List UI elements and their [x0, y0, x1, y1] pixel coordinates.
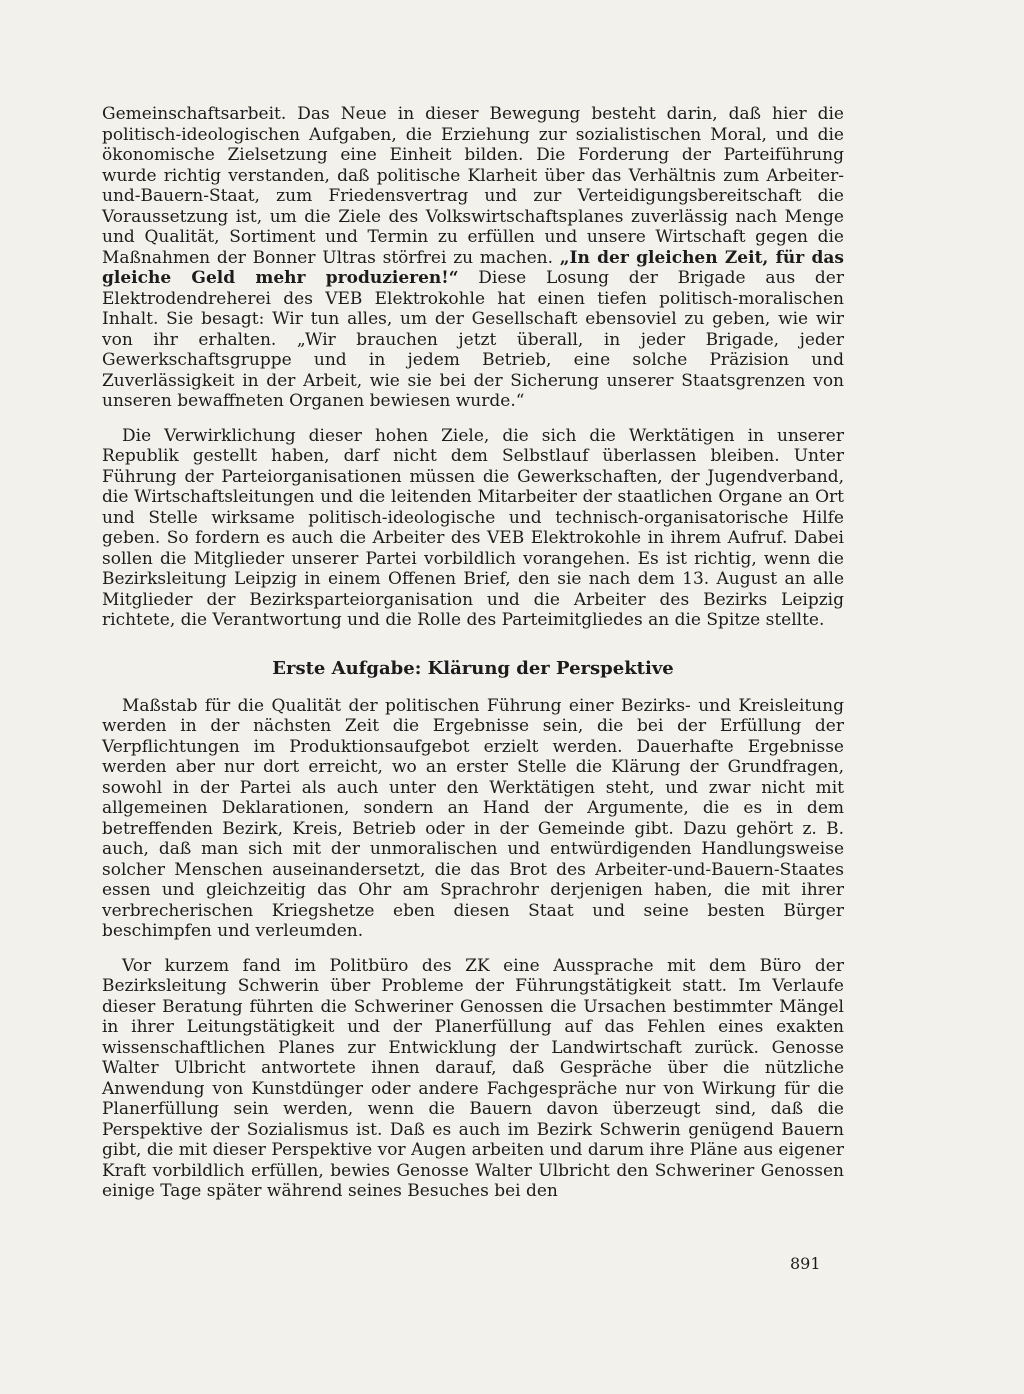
page-number: 891	[790, 1254, 821, 1273]
section-heading: Erste Aufgabe: Klärung der Perspektive	[272, 657, 674, 679]
paragraph-gap	[102, 942, 844, 956]
paragraph-1-text-after: Diese Losung der Brigade aus der Elektrodendreherei des VEB Elektrokohle hat einen tiefen politisch-moralischen Inhalt. Sie besagt: Wir tun alles, um der Gesellschaft ebensoviel zu geben, wie wir von ihr erhalten. „Wir brauchen jetzt überall, in jeder Brigade, jeder Gewerkschaftsgruppe und in jedem Betrieb, eine solche Präzision und Zuverlässigkeit in der Arbeit, wie sie bei der Sicherung unserer Staatsgrenzen von unseren bewaffneten Organen bewiesen wurde.“	[102, 268, 844, 411]
slogan-bold: „In der gleichen Zeit, für das gleiche Geld mehr produzieren!“	[102, 247, 845, 288]
page-body	[102, 104, 844, 1202]
paragraph-2: Die Verwirklichung dieser hohen Ziele, die sich die Werktätigen in unserer Republik gestellt haben, darf nicht dem Selbstlauf überlassen bleiben. Unter Führung der Parteiorganisationen müssen die Gewerkschaften, der Jugendverband, die Wirtschaftsleitungen und die leitenden Mitarbeiter der staatlichen Organe an Ort und Stelle wirksame politisch-ideologische und technisch-organisatorische Hilfe geben. So fordern es auch die Arbeiter des VEB Elektrokohle in ihrem Aufruf. Dabei sollen die Mitglieder unserer Partei vorbildlich vorangehen. Es ist richtig, wenn die Bezirksleitung Leipzig in einem Offenen Brief, den sie nach dem 13. August an alle Mitglieder der Bezirksparteiorganisation und die Arbeiter des Bezirks Leipzig richtete, die Verantwortung und die Rolle des Parteimitgliedes an die Spitze stellte.	[102, 425, 844, 630]
paragraph-1	[102, 104, 844, 412]
paragraph-1-text-before: Gemeinschaftsarbeit. Das Neue in dieser Bewegung besteht darin, daß hier die politisch-ideologischen Aufgaben, die Erziehung zur sozialistischen Moral, und die ökonomische Zielsetzung eine Einheit bilden. Die Forderung der Parteiführung wurde richtig verstanden, daß politische Klarheit über das Verhältnis zum Arbeiter-und-Bauern-Staat, zum Friedensvertrag und zur Verteidigungsbereitschaft die Voraussetzung ist, um die Ziele des Volkswirtschaftsplanes zuverlässig nach Menge und Qualität, Sortiment und Termin zu erfüllen und unsere Wirtschaft gegen die Maßnahmen der Bonner Ultras störfrei zu machen.	[102, 104, 844, 268]
paragraph-gap	[102, 412, 844, 426]
paragraph-3: Maßstab für die Qualität der politischen Führung einer Bezirks- und Kreisleitung werden in der nächsten Zeit die Ergebnisse sein, die bei der Erfüllung der Verpflichtungen im Produktionsaufgebot erzielt werden. Dauerhafte Ergebnisse werden aber nur dort erreicht, wo an erster Stelle die Klärung der Grundfragen, sowohl in der Partei als auch unter den Werktätigen steht, und zwar nicht mit allgemeinen Deklarationen, sondern an Hand der Argumente, die es in dem betreffenden Bezirk, Kreis, Betrieb oder in der Gemeinde gibt. Dazu gehört z. B. auch, daß man sich mit der unmoralischen und entwürdigenden Handlungsweise solcher Menschen auseinandersetzt, die das Brot des Arbeiter-und-Bauern-Staates essen und gleichzeitig das Ohr am Sprachrohr derjenigen haben, die mit ihrer verbrecherischen Kriegshetze eben diesen Staat und seine besten Bürger beschimpfen und verleumden.	[102, 695, 844, 941]
paragraph-4: Vor kurzem fand im Politbüro des ZK eine Aussprache mit dem Büro der Bezirksleitung Schwerin über Probleme der Führungstätigkeit statt. Im Verlaufe dieser Beratung führten die Schweriner Genossen die Ursachen bestimmter Mängel in ihrer Leitungstätigkeit und der Planerfüllung auf das Fehlen eines exakten wissenschaftlichen Planes zur Entwicklung der Landwirtschaft zurück. Genosse Walter Ulbricht antwortete ihnen darauf, daß Gespräche über die nützliche Anwendung von Kunstdünger oder andere Fachgespräche nur von Wirkung für die Planerfüllung sein werden, wenn die Bauern davon überzeugt sind, daß die Perspektive der Sozialismus ist. Daß es auch im Bezirk Schwerin genügend Bauern gibt, die mit dieser Perspektive vor Augen arbeiten und darum ihre Pläne aus eigener Kraft vorbildlich erfüllen, bewies Genosse Walter Ulbricht den Schweriner Genossen einige Tage später während seines Besuches bei den	[102, 955, 844, 1201]
